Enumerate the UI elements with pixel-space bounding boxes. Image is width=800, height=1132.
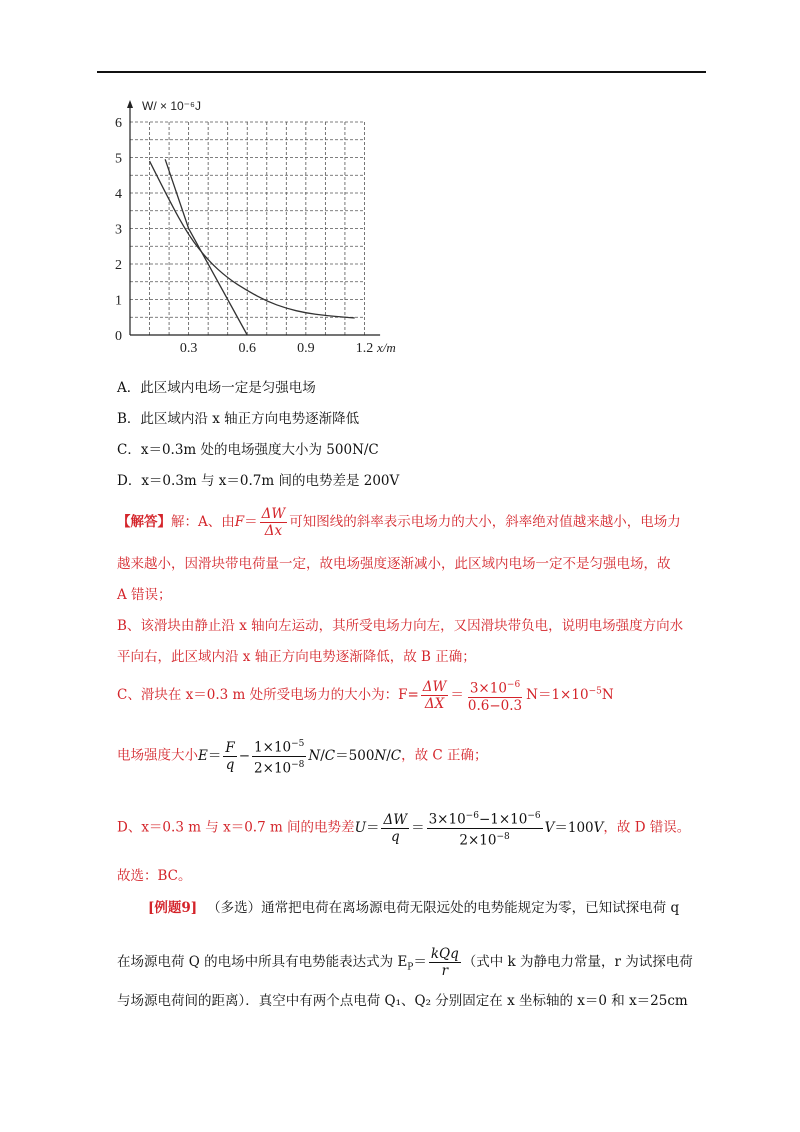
example-tag: [例题9] [148, 900, 198, 916]
option-b: B．此区域内沿 x 轴正方向电势逐渐降低 [117, 411, 360, 427]
example-line-1: [例题9] （多选）通常把电荷在离场源电荷无限远处的电势能规定为零，已知试探电荷 q [148, 900, 680, 916]
x-axis-label: x/m [377, 340, 396, 355]
formula-u: U＝ $\frac{\Delta W}{q}$ ＝ $\frac{3\times 10^{-6}-1\times 10^{-6}}{2\times 10^{-8}}$ V＝100V [355, 820, 604, 836]
option-c: C．x＝0.3m 处的电场强度大小为 500N/C [117, 442, 379, 458]
y-tick-label: 0 [115, 329, 122, 344]
work-displacement-chart [110, 96, 410, 358]
example-line-3: 与场源电荷间的距离）．真空中有两个点电荷 Q₁、Q₂ 分别固定在 x 坐标轴的 x＝0 和 x＝25cm [117, 993, 688, 1009]
y-tick-label: 3 [115, 222, 122, 238]
y-tick-label: 5 [115, 151, 122, 167]
header-rule [97, 71, 706, 73]
y-tick-label: 6 [115, 116, 122, 131]
answer-line-6: C、滑块在 x＝0.3 m 处所受电场力的大小为：F= $\frac{\Delta W}{\Delta X}$ ＝ $\frac{3\times 10^{-6}}{0.6-0.3}$ $N=1\times 10^{-5}N$ [117, 678, 614, 714]
formula-f: F [234, 514, 245, 530]
y-axis-label: W/ × 10⁻⁶J [142, 99, 201, 113]
x-tick-label: 0.3 [179, 341, 198, 356]
tangent-line [165, 159, 247, 335]
x-tick-label: 0.9 [297, 341, 315, 356]
option-a: A．此区域内电场一定是匀强电场 [117, 380, 316, 396]
answer-line-1: 【解答】解：A、由F＝ $\frac{\Delta W}{\Delta x}$ 可知图线的斜率表示电场力的大小，斜率绝对值越来越小，电场力 [117, 506, 681, 539]
y-tick-label: 1 [115, 293, 122, 309]
answer-conclusion: 故选：BC。 [117, 868, 192, 884]
answer-line-7: 电场强度大小E＝ $\frac{F}{q}$ − $\frac{1\times 10^{-5}}{2\times 10^{-8}}$ N/C＝500N/C，故 C 正确； [117, 736, 488, 776]
formula-e: E＝ $\frac{F}{q}$ − $\frac{1\times 10^{-5}}{2\times 10^{-8}}$ N/C＝500N/C [198, 748, 401, 764]
option-d: D．x＝0.3m 与 x＝0.7m 间的电势差是 200V [117, 473, 400, 489]
chart-grid [130, 122, 364, 335]
answer-line-5: 平向右，此区域内沿 x 轴正方向电势逐渐降低，故 B 正确； [117, 649, 476, 665]
y-axis-arrow [127, 100, 133, 108]
x-tick-label: 1.2 [355, 341, 374, 356]
x-tick-label: 0.6 [238, 341, 256, 356]
answer-line-2: 越来越小，因滑块带电荷量一定，故电场强度逐渐减小，此区域内电场一定不是匀强电场，故 [117, 556, 671, 572]
example-line-2: 在场源电荷 Q 的电场中所具有电势能表达式为 $E_P=$ $\frac{\text{kQq}}{r}$ （式中 k 为静电力常量，r 为试探电荷 [117, 946, 693, 979]
answer-line-8: D、x＝0.3 m 与 x＝0.7 m 间的电势差U＝ $\frac{\Delta W}{q}$ ＝ $\frac{3\times 10^{-6}-1\times 10^{-6}}{2\times 10^{-8}}$ V＝100V，故 D 错误。 [117, 808, 690, 848]
answer-line-4: B、该滑块由静止沿 x 轴向左运动，其所受电场力向左，又因滑块带负电，说明电场强度方向水 [117, 618, 684, 634]
y-tick-label: 2 [115, 258, 122, 273]
answer-line-3: A 错误； [117, 587, 172, 603]
curve-series [150, 161, 355, 318]
frac-kqq-r: $\frac{\text{kQq}}{r}$ [430, 946, 459, 979]
frac-dw-dx: $\frac{\Delta W}{\Delta x}$ [261, 506, 286, 539]
y-tick-label: 4 [115, 187, 122, 202]
chart-marks [150, 159, 355, 335]
answer-tag: 【解答】 [117, 514, 171, 530]
